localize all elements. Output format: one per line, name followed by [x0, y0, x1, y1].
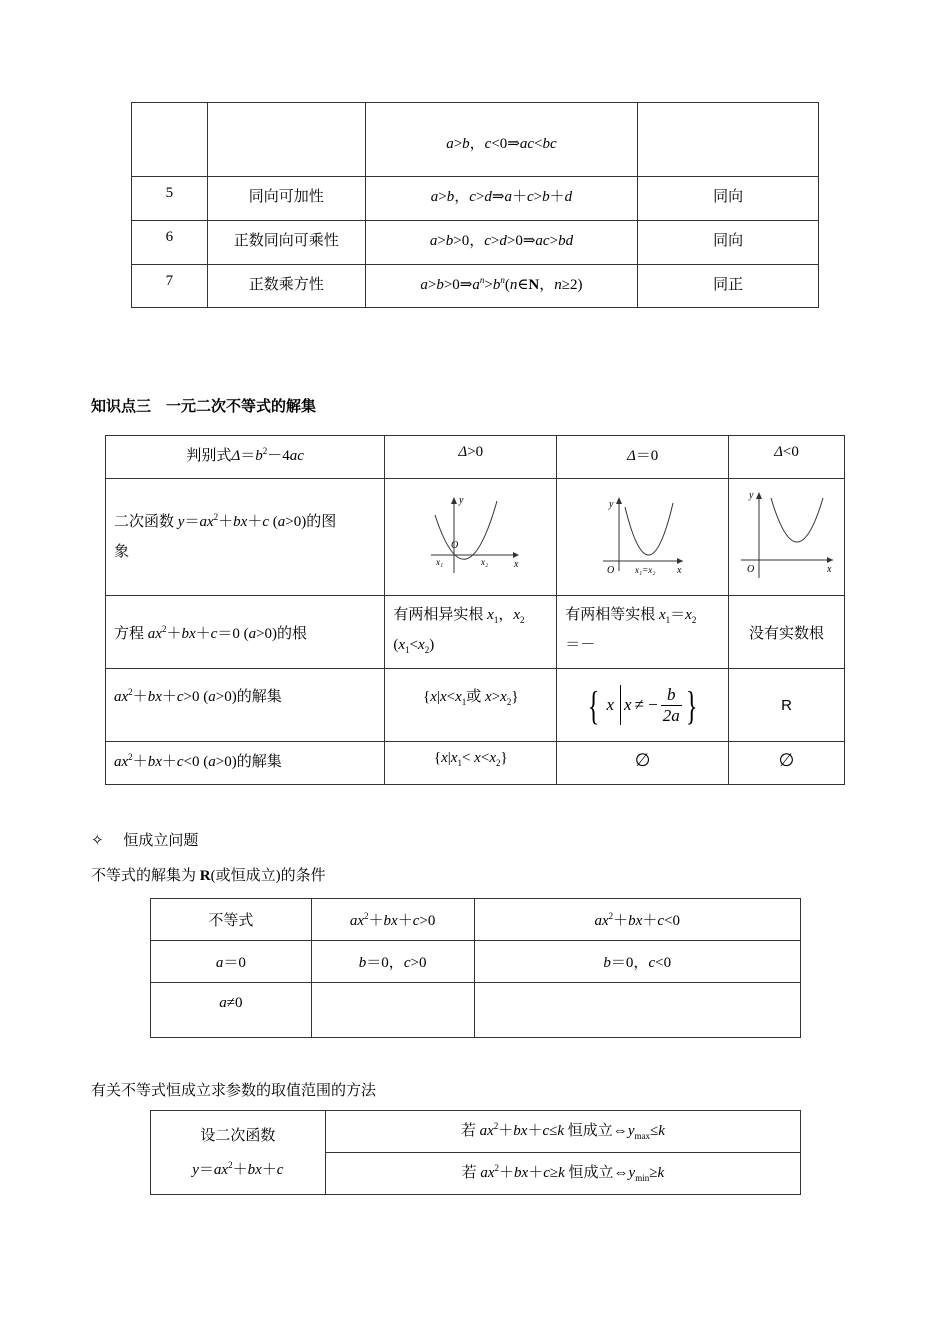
graph-two-roots: [385, 479, 557, 596]
graph-no-roots: [729, 479, 845, 596]
header-gt: $ax^2+bx+c>0$: [311, 899, 474, 941]
property-note: [638, 103, 819, 177]
gt-condition-a-nonzero: [311, 983, 474, 1038]
property-note: 同向: [638, 221, 819, 265]
diamond-bullet-icon: ✧: [91, 833, 104, 849]
row-number: 5: [132, 177, 208, 221]
property-note: 同正: [638, 265, 819, 308]
always-true-conditions-table: [150, 898, 801, 1038]
delta-negative-header: Δ<0: [729, 436, 845, 479]
no-real-roots: 没有实数根: [729, 596, 845, 669]
property-name: 同向可加性: [207, 177, 365, 221]
bullet-heading: ✧ 恒成立问题: [91, 833, 199, 849]
table-row: [106, 479, 845, 596]
lt-condition-a-zero: b＝0，c<0: [474, 941, 801, 983]
max-condition: 若 $ax^2+bx+c\le k$ 恒成立$\Leftrightarrow y_{max}\le k$: [325, 1111, 800, 1153]
graph-row-label: 二次函数 $y=ax^2+bx+c$ (a>0)的图 象: [106, 479, 385, 596]
svg-text:O: O: [450, 539, 459, 551]
property-formula: a>b，c>d⇒a＋c>b＋d: [365, 177, 638, 221]
row-number: 6: [132, 221, 208, 265]
lt-solution-no-roots: ∅: [729, 742, 845, 785]
quadratic-solution-table: [105, 435, 845, 785]
property-name: [207, 103, 365, 177]
min-condition: 若 $ax^2+bx+c\ge k$ 恒成立$\Leftrightarrow y_{min}\ge k$: [325, 1153, 800, 1195]
svg-text:x: x: [826, 563, 831, 575]
lt-solution-two-roots: $\{x|x_1< x<x_2\}$: [385, 742, 557, 785]
property-note: 同向: [638, 177, 819, 221]
gt-condition-a-zero: b＝0，c>0: [311, 941, 474, 983]
discriminant-header: 判别式$\Delta=b^2-4ac$: [106, 436, 385, 479]
parabola-no-roots-graph: [737, 490, 837, 580]
gt-solution-no-roots: R: [729, 669, 845, 742]
delta-zero-header: Δ＝0: [557, 436, 729, 479]
table-header-row: [151, 899, 801, 941]
svg-text:x₁=x₂: x₁=x₂: [634, 564, 655, 575]
lt-condition-a-nonzero: [474, 983, 801, 1038]
lt-row-label: $ax^2+bx+c<0$ (a>0)的解集: [106, 742, 385, 785]
roots-row-label: 方程 $ax^2+bx+c=0$ (a>0)的根: [106, 596, 385, 669]
svg-text:y: y: [458, 494, 464, 506]
gt-row-label: $ax^2+bx+c>0$ (a>0)的解集: [106, 669, 385, 742]
inequality-properties-table: [131, 102, 819, 308]
table-row: [132, 265, 819, 308]
property-formula: a>b，c<0⇒ac<bc: [365, 103, 638, 177]
table-row: [151, 983, 801, 1038]
parabola-two-roots-graph: [421, 495, 521, 575]
table-row: [132, 177, 819, 221]
param-range-table: [150, 1110, 801, 1195]
table-row: [106, 596, 845, 669]
row-number: 7: [132, 265, 208, 308]
parabola-double-root-graph: [593, 495, 693, 575]
table-row: [132, 221, 819, 265]
subheading: 不等式的解集为 R(或恒成立)的条件: [91, 868, 326, 884]
table-row: [151, 1111, 801, 1153]
two-distinct-roots: 有两相异实根 $x_1$，$x_2$ $(x_1<x_2)$: [385, 596, 557, 669]
svg-text:O: O: [746, 563, 754, 575]
svg-text:x: x: [676, 564, 682, 575]
header-lt: $ax^2+bx+c<0$: [474, 899, 801, 941]
property-name: 正数同向可乘性: [207, 221, 365, 265]
gt-solution-double-root: { x x ≠ − $\frac{b}{2a}$ }: [557, 669, 729, 742]
case-a-zero: a＝0: [151, 941, 312, 983]
quadratic-def: 设二次函数 $y=ax^2+bx+c$: [151, 1111, 326, 1195]
lt-solution-double-root: ∅: [557, 742, 729, 785]
property-formula: a>b>0，c>d>0⇒ac>bd: [365, 221, 638, 265]
svg-text:y: y: [748, 489, 753, 501]
svg-text:y: y: [608, 498, 614, 510]
delta-positive-header: Δ>0: [385, 436, 557, 479]
case-a-nonzero: a≠0: [151, 983, 312, 1038]
graph-double-root: [557, 479, 729, 596]
param-method-heading: 有关不等式恒成立求参数的取值范围的方法: [91, 1083, 377, 1099]
property-name: 正数乘方性: [207, 265, 365, 308]
svg-text:x₂: x₂: [480, 556, 488, 567]
table-row: [106, 742, 845, 785]
gt-solution-two-roots: {$x|x<x_1$或 $x>x_2$}: [385, 669, 557, 742]
table-header-row: [106, 436, 845, 479]
svg-text:x₁: x₁: [435, 556, 443, 567]
property-formula: $a>b>0\Rightarrow a^n>b^n(n\in N$，n≥2): [365, 265, 638, 308]
table-row: [151, 941, 801, 983]
svg-text:O: O: [606, 564, 614, 575]
svg-text:x: x: [513, 558, 519, 570]
table-row: [132, 103, 819, 177]
header-inequality: 不等式: [151, 899, 312, 941]
section-heading: 知识点三 一元二次不等式的解集: [91, 398, 317, 415]
row-number: [132, 103, 208, 177]
table-row: [106, 669, 845, 742]
two-equal-roots: 有两相等实根 $x_1=x_2$ ＝－: [557, 596, 729, 669]
